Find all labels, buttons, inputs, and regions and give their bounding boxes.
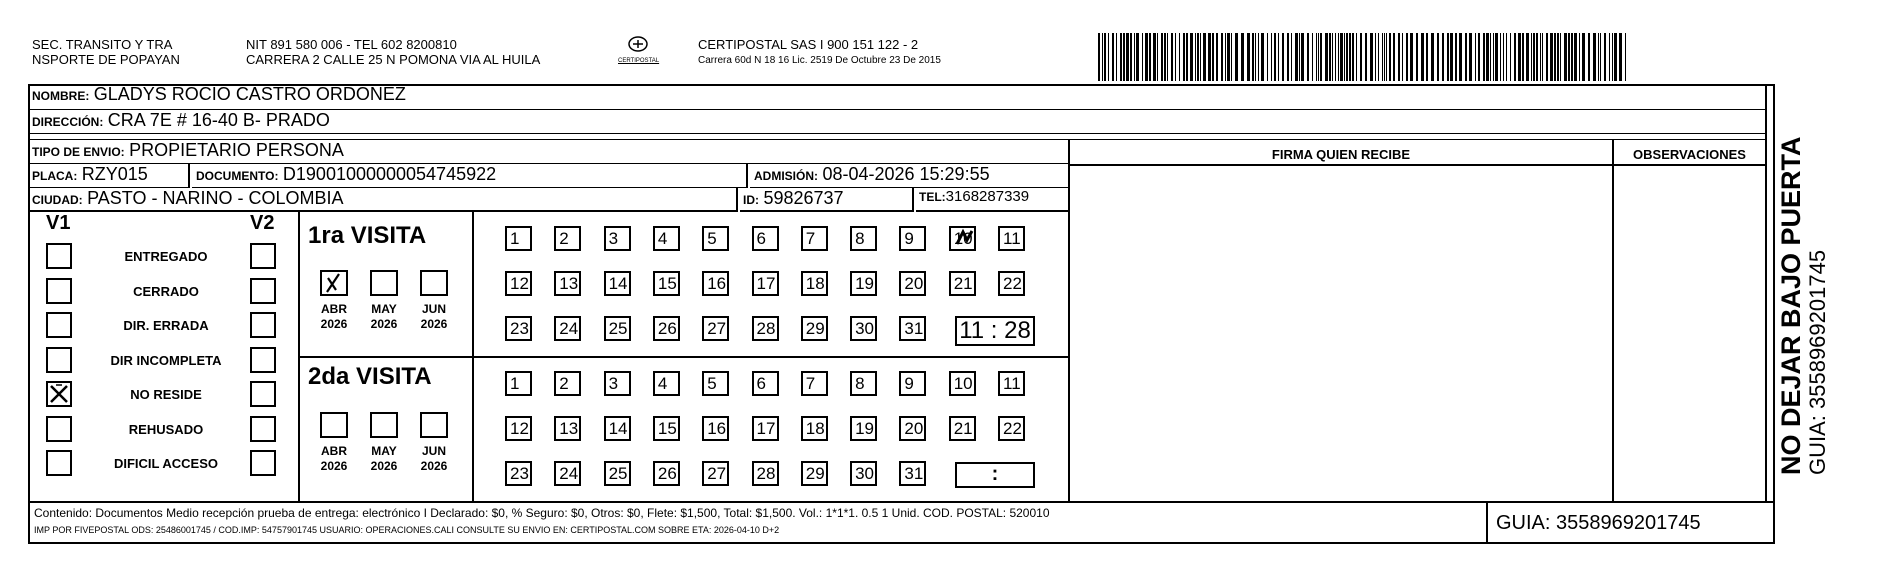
second-visit-day[interactable]: 14 — [604, 416, 631, 441]
v2-checkbox[interactable] — [250, 278, 276, 304]
month-label: MAY 2026 — [370, 444, 398, 473]
v2-checkbox[interactable] — [250, 416, 276, 442]
ciudad-label: CIUDAD: — [32, 193, 83, 207]
second-visit-day[interactable]: 9 — [899, 371, 926, 396]
second-visit-day[interactable]: 29 — [801, 461, 828, 486]
row-tipo — [28, 140, 1068, 164]
second-visit-day[interactable]: 4 — [653, 371, 680, 396]
first-visit-day[interactable]: 24 — [554, 316, 581, 341]
second-visit-day[interactable]: 13 — [554, 416, 581, 441]
contenido-line: Contenido: Documentos Medio recepción prueba de entrega: electrónico I Declarado: $0, % Seguro: $0, Otros: $0, Flete: $1,500, Total: $1,500. Vol.: 1*1*1. 0.5 1 Unid. COD. POSTAL: 520010 — [34, 506, 1050, 520]
company-line: CERTIPOSTAL SAS I 900 151 122 - 2 — [698, 37, 919, 52]
second-visit-day[interactable]: 6 — [752, 371, 779, 396]
documento-label: DOCUMENTO: — [196, 169, 279, 183]
second-visit-title: 2da VISITA — [308, 363, 432, 390]
second-visit-day[interactable]: 26 — [653, 461, 680, 486]
documento-value: D19001000000054745922 — [282, 164, 497, 184]
v2-checkbox[interactable] — [250, 243, 276, 269]
first-visit-day[interactable]: 28 — [752, 316, 779, 341]
reason-label: DIR INCOMPLETA — [110, 352, 222, 368]
second-visit-time[interactable]: : — [955, 462, 1035, 488]
footer-divider — [28, 501, 1775, 503]
firma-header: FIRMA QUIEN RECIBE — [1271, 147, 1411, 162]
x-mark-icon — [322, 272, 346, 294]
v1-checkbox[interactable] — [46, 381, 72, 407]
tipo-label: TIPO DE ENVIO: — [32, 145, 125, 159]
first-visit-day[interactable]: 15 — [653, 271, 680, 296]
first-visit-day[interactable]: 27 — [702, 316, 729, 341]
nit-line: NIT 891 580 006 - TEL 602 8200810 — [246, 37, 457, 52]
first-visit-day[interactable]: 18 — [801, 271, 828, 296]
row-nombre — [28, 84, 1767, 110]
id-label: ID: — [743, 193, 759, 207]
second-visit-month-box[interactable] — [320, 412, 348, 438]
first-visit-time[interactable]: 11 : 28 — [955, 316, 1035, 346]
first-visit-month-box[interactable] — [320, 270, 348, 296]
footer-guia-divider — [1486, 501, 1488, 544]
second-visit-day[interactable]: 22 — [998, 416, 1025, 441]
reason-label: CERRADO — [133, 283, 199, 299]
second-visit-day[interactable]: 18 — [801, 416, 828, 441]
imp-line: IMP POR FIVEPOSTAL ODS: 25486001745 / COD.IMP: 54757901745 USUARIO: OPERACIONES.CALI CONSULTE SU ENVIO EN: CERTIPOSTAL.COM SOBRE ETA: 2026-04-10 D+2 — [34, 525, 780, 535]
second-visit-day[interactable]: 15 — [653, 416, 680, 441]
sender-contact — [246, 37, 540, 67]
visits-divider — [298, 356, 1068, 358]
month-label: ABR 2026 — [320, 444, 348, 473]
first-visit-day[interactable]: 26 — [653, 316, 680, 341]
first-visit-day[interactable]: 11 — [998, 226, 1025, 251]
direccion-label: DIRECCIÓN: — [32, 115, 104, 129]
barcode — [1098, 33, 1630, 81]
first-visit-month-box[interactable] — [370, 270, 398, 296]
second-visit-day[interactable]: 20 — [899, 416, 926, 441]
reason-label: ENTREGADO — [124, 249, 208, 264]
second-visit-month-box[interactable] — [370, 412, 398, 438]
placa-cell — [28, 164, 190, 188]
tel-label: TEL: — [919, 190, 946, 204]
second-visit-day[interactable]: 27 — [702, 461, 729, 486]
second-visit-day[interactable]: 30 — [850, 461, 877, 486]
first-visit-title: 1ra VISITA — [308, 222, 427, 249]
first-visit-day[interactable]: 1 — [505, 226, 532, 251]
placa-value: RZY015 — [81, 164, 148, 184]
v2-checkbox[interactable] — [250, 347, 276, 373]
ciudad-value: PASTO - NARINO - COLOMBIA — [87, 188, 344, 208]
certipostal-logo — [618, 35, 658, 65]
side-text — [1776, 136, 1830, 475]
first-visit-day[interactable]: 5 — [702, 226, 729, 251]
first-visit-day[interactable]: 17 — [752, 271, 779, 296]
reason-label: REHUSADO — [128, 421, 204, 437]
nombre-label: NOMBRE: — [32, 89, 90, 103]
sender-line-2: NSPORTE DE POPAYAN — [32, 52, 180, 67]
month-label: JUN 2026 — [420, 444, 448, 473]
x-mark-icon — [48, 383, 70, 405]
observaciones-divider — [1612, 140, 1614, 501]
second-visit-day[interactable]: 2 — [554, 371, 581, 396]
nombre-value: GLADYS ROCIO CASTRO ORDOÑEZ — [93, 84, 406, 104]
second-visit-day[interactable]: 16 — [702, 416, 729, 441]
reason-label: DIR. ERRADA — [123, 318, 209, 333]
second-visit-day[interactable]: 11 — [998, 371, 1025, 396]
second-visit-day[interactable]: 12 — [505, 416, 532, 441]
first-visit-day[interactable]: 13 — [554, 271, 581, 296]
documento-cell — [192, 164, 748, 188]
first-visit-day[interactable]: 16 — [702, 271, 729, 296]
second-visit-day[interactable]: 1 — [505, 371, 532, 396]
first-visit-day[interactable]: 23 — [505, 316, 532, 341]
direccion-value: CRA 7E # 16-40 B- PRADO — [107, 110, 330, 130]
tel-value: 3168287339 — [945, 188, 1030, 205]
second-visit-day[interactable]: 17 — [752, 416, 779, 441]
firma-divider — [1068, 140, 1070, 501]
first-visit-day[interactable]: 19 — [850, 271, 877, 296]
first-visit-day[interactable]: 4 — [653, 226, 680, 251]
first-visit-day[interactable]: 6 — [752, 226, 779, 251]
id-value: 59826737 — [763, 188, 844, 208]
id-cell — [740, 188, 914, 212]
company-info — [698, 37, 941, 67]
v1-label: V1 — [46, 212, 71, 234]
side-divider — [1765, 84, 1767, 501]
second-visit-day[interactable]: 28 — [752, 461, 779, 486]
license-line: Carrera 60d N 18 16 Lic. 2519 De Octubre 23 De 2015 — [698, 55, 941, 66]
footer-guia: GUIA: 3558969201745 — [1496, 512, 1701, 534]
first-visit-day[interactable]: 14 — [604, 271, 631, 296]
v1-checkbox[interactable] — [46, 347, 72, 373]
first-visit-day[interactable]: 31 — [899, 316, 926, 341]
first-visit-day[interactable]: 8 — [850, 226, 877, 251]
v2-label: V2 — [250, 212, 275, 234]
first-visit-day[interactable]: 9 — [899, 226, 926, 251]
second-visit-day[interactable]: 25 — [604, 461, 631, 486]
v1-checkbox[interactable] — [46, 243, 72, 269]
v1-checkbox[interactable] — [46, 450, 72, 476]
columns-header-line — [1070, 164, 1765, 166]
first-visit-day[interactable]: 20 — [899, 271, 926, 296]
first-visit-day[interactable]: 30 — [850, 316, 877, 341]
v1-checkbox[interactable] — [46, 278, 72, 304]
tipo-value: PROPIETARIO PERSONA — [129, 140, 344, 160]
v2-checkbox[interactable] — [250, 450, 276, 476]
first-visit-day[interactable]: 2 — [554, 226, 581, 251]
second-visit-month-box[interactable] — [420, 412, 448, 438]
logo-caption: CERTIPOSTAL — [618, 58, 660, 64]
first-visit-day[interactable]: 21 — [949, 271, 976, 296]
admision-value: 08-04-2026 15:29:55 — [822, 164, 990, 184]
second-visit-day[interactable]: 10 — [949, 371, 976, 396]
second-visit-day[interactable]: 19 — [850, 416, 877, 441]
first-visit-day[interactable]: 10 — [949, 226, 976, 251]
second-visit-day[interactable]: 24 — [554, 461, 581, 486]
sender-line-1: SEC. TRANSITO Y TRA — [32, 37, 173, 52]
reason-label: NO RESIDE — [130, 387, 202, 402]
month-label: ABR 2026 — [320, 302, 348, 331]
placa-label: PLACA: — [32, 169, 78, 183]
v2-checkbox[interactable] — [250, 312, 276, 338]
row-direccion — [28, 110, 1767, 134]
admision-label: ADMISIÓN: — [754, 169, 818, 183]
v1-checkbox[interactable] — [46, 416, 72, 442]
first-visit-day[interactable]: 25 — [604, 316, 631, 341]
side-warning: NO DEJAR BAJO PUERTA — [1776, 136, 1806, 475]
sender-name — [32, 37, 180, 67]
second-visit-day[interactable]: 3 — [604, 371, 631, 396]
v2-checkbox[interactable] — [250, 381, 276, 407]
second-visit-day[interactable]: 31 — [899, 461, 926, 486]
first-visit-month-box[interactable] — [420, 270, 448, 296]
observaciones-header: OBSERVACIONES — [1633, 147, 1746, 162]
month-label: MAY 2026 — [370, 302, 398, 331]
logo-icon — [627, 35, 649, 53]
address-line: CARRERA 2 CALLE 25 N POMONA VIA AL HUILA — [246, 52, 541, 67]
ciudad-cell — [28, 188, 738, 212]
second-visit-day[interactable]: 23 — [505, 461, 532, 486]
second-visit-day[interactable]: 5 — [702, 371, 729, 396]
second-visit-day[interactable]: 7 — [801, 371, 828, 396]
reason-label: DIFICIL ACCESO — [113, 456, 218, 471]
v1-checkbox[interactable] — [46, 312, 72, 338]
scribble-mark-icon — [953, 228, 975, 248]
second-visit-day[interactable]: 8 — [850, 371, 877, 396]
tel-cell — [916, 188, 1068, 212]
second-visit-day[interactable]: 21 — [949, 416, 976, 441]
first-visit-day[interactable]: 22 — [998, 271, 1025, 296]
first-visit-day[interactable]: 3 — [604, 226, 631, 251]
months-divider — [472, 212, 474, 501]
first-visit-day[interactable]: 29 — [801, 316, 828, 341]
month-label: JUN 2026 — [420, 302, 448, 331]
first-visit-day[interactable]: 12 — [505, 271, 532, 296]
admision-cell — [750, 164, 1068, 188]
first-visit-day[interactable]: 7 — [801, 226, 828, 251]
side-guia: GUIA: 3558969201745 — [1805, 249, 1830, 475]
